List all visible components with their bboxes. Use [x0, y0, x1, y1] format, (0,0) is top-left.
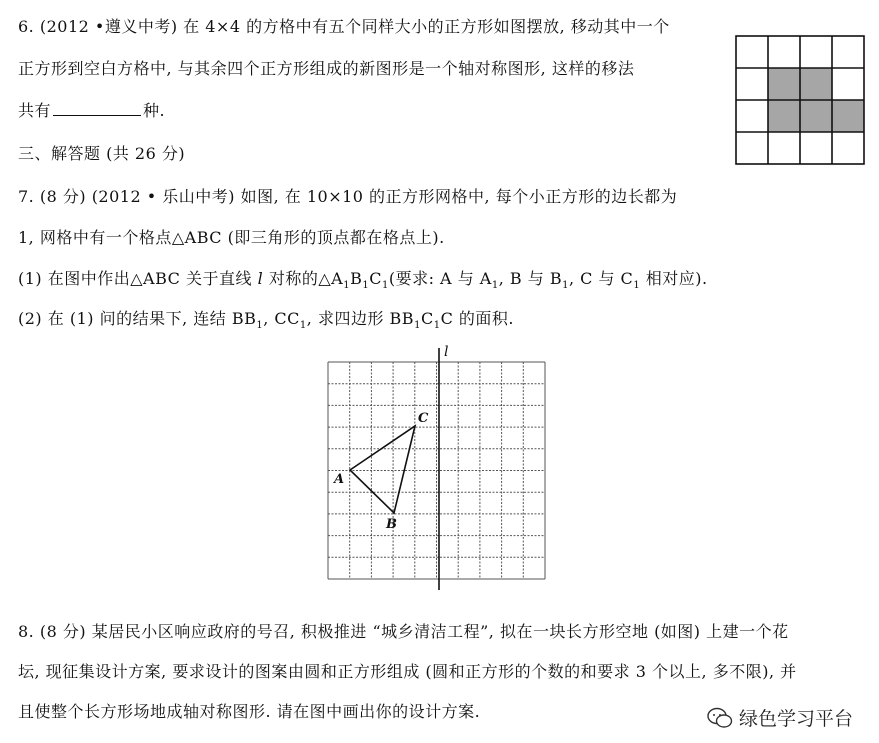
line-label: l — [444, 344, 449, 360]
gray-square — [768, 100, 800, 132]
subscript: 1 — [414, 320, 421, 332]
text: C — [369, 269, 382, 288]
watermark-text: 绿色学习平台 — [738, 708, 853, 730]
text: (1) 在图中作出△ABC 关于直线 — [18, 269, 252, 288]
text: , CC — [263, 309, 300, 328]
q8-line2: 坛, 现征集设计方案, 要求设计的图案由圆和正方形组成 (圆和正方形的个数的和要求 3 个以上, 多不限), 并 — [18, 662, 797, 681]
q7-line3 — [18, 266, 708, 291]
vertex-label-c: C — [418, 411, 429, 426]
text: , B 与 B — [498, 269, 563, 288]
subscript: 1 — [299, 320, 307, 332]
subscript: 1 — [491, 280, 499, 292]
subscript: 1 — [633, 280, 641, 292]
line-symbol: l — [257, 269, 264, 288]
q8-line3: 且使整个长方形场地成轴对称图形. 请在图中画出你的设计方案. — [18, 702, 481, 721]
gray-square — [800, 100, 832, 132]
section-heading: 三、解答题 (共 26 分) — [18, 144, 186, 163]
q7-grid-figure — [320, 340, 555, 592]
watermark — [707, 704, 853, 731]
q6-line3-post: 种. — [143, 101, 166, 120]
text: C 的面积. — [440, 309, 514, 328]
answer-blank — [53, 99, 141, 116]
subscript: 1 — [433, 320, 441, 332]
q7-line2: 1, 网格中有一个格点△ABC (即三角形的顶点都在格点上). — [18, 228, 445, 247]
q8-line1: 8. (8 分) 某居民小区响应政府的号召, 积极推进 “城乡清洁工程”, 拟在一块长方形空地 (如图) 上建一个花 — [18, 622, 789, 641]
gray-square — [832, 100, 864, 132]
text: 对称的△A — [268, 269, 344, 288]
triangle-abc — [350, 426, 415, 513]
subscript: 1 — [562, 280, 569, 292]
q6-line3-pre: 共有 — [18, 101, 52, 120]
text: C — [420, 309, 434, 328]
text: , 求四边形 BB — [306, 309, 415, 328]
gray-square — [768, 68, 800, 100]
text: , C 与 C — [568, 269, 634, 288]
grid-lines — [328, 362, 545, 579]
vertex-label-b: B — [386, 517, 397, 532]
text: B — [350, 269, 363, 288]
text: 相对应). — [640, 269, 708, 288]
gray-square — [800, 68, 832, 100]
q7-line1: 7. (8 分) (2012 • 乐山中考) 如图, 在 10×10 的正方形网格中, 每个小正方形的边长都为 — [18, 187, 678, 206]
q6-grid-figure — [735, 35, 867, 167]
subscript: 1 — [256, 320, 264, 332]
q6-line2: 正方形到空白方格中, 与其余四个正方形组成的新图形是一个轴对称图形, 这样的移法 — [18, 59, 635, 78]
subscript: 1 — [343, 280, 351, 292]
q7-line4 — [18, 306, 514, 331]
q6-line3 — [18, 98, 165, 121]
q6-line1: 6. (2012 •遵义中考) 在 4×4 的方格中有五个同样大小的正方形如图摆放, 移动其中一个 — [18, 17, 670, 36]
text: (要求: A 与 A — [388, 269, 492, 288]
subscript: 1 — [381, 280, 389, 292]
text: (2) 在 (1) 问的结果下, 连结 BB — [18, 309, 257, 328]
wechat-icon — [707, 707, 733, 729]
subscript: 1 — [362, 280, 370, 292]
vertex-label-a: A — [334, 472, 345, 487]
